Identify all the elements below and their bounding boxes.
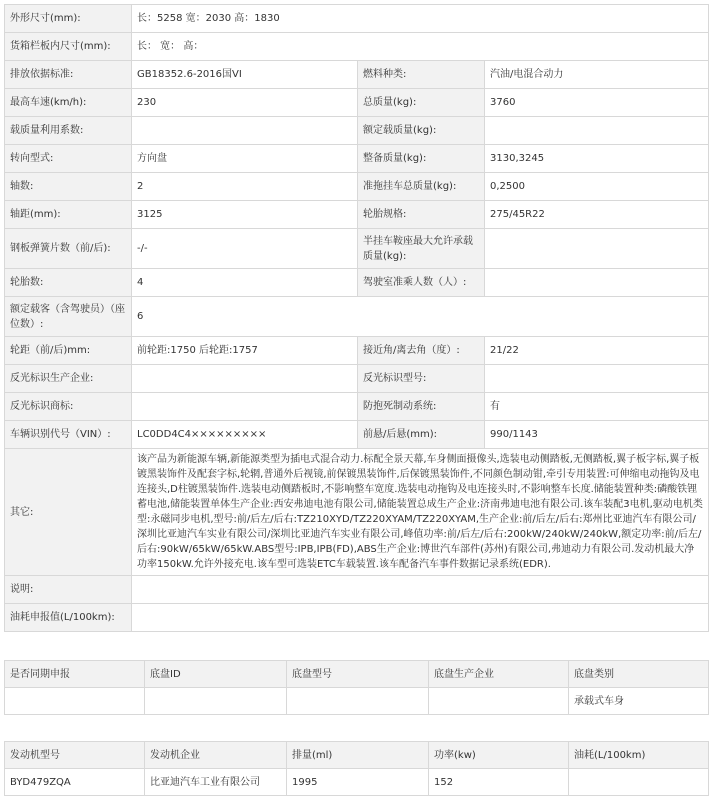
spec-value — [132, 365, 358, 393]
spec-row — [5, 393, 709, 421]
spec-value: 230 — [132, 89, 358, 117]
chassis-cell — [145, 688, 287, 715]
chassis-cell — [287, 688, 429, 715]
spec-value — [485, 269, 709, 297]
spec-label: 轮胎规格: — [358, 201, 485, 229]
engine-data-row — [5, 769, 709, 796]
spec-label: 反光标识型号: — [358, 365, 485, 393]
spec-label: 准拖挂车总质量(kg): — [358, 173, 485, 201]
spec-value — [132, 576, 709, 604]
spec-row — [5, 201, 709, 229]
spec-row — [5, 421, 709, 449]
spec-row — [5, 89, 709, 117]
spec-value: 275/45R22 — [485, 201, 709, 229]
spec-row — [5, 337, 709, 365]
spec-label: 车辆识别代号（VIN）: — [5, 421, 132, 449]
spec-row — [5, 117, 709, 145]
engine-cell: 比亚迪汽车工业有限公司 — [145, 769, 287, 796]
spec-value: 长： 宽： 高： — [132, 33, 709, 61]
spec-label: 转向型式: — [5, 145, 132, 173]
spec-row — [5, 173, 709, 201]
spec-value: 990/1143 — [485, 421, 709, 449]
spec-value: 方向盘 — [132, 145, 358, 173]
spec-row — [5, 33, 709, 61]
spec-value: 0,2500 — [485, 173, 709, 201]
chassis-header-row — [5, 661, 709, 688]
spec-row — [5, 269, 709, 297]
spec-label: 反光标识商标: — [5, 393, 132, 421]
spec-label: 外形尺寸(mm): — [5, 5, 132, 33]
engine-header-row — [5, 742, 709, 769]
spec-value: 汽油/电混合动力 — [485, 61, 709, 89]
spec-value: 有 — [485, 393, 709, 421]
spec-label: 最高车速(km/h): — [5, 89, 132, 117]
spec-value: 前轮距:1750 后轮距:1757 — [132, 337, 358, 365]
spec-value: 2 — [132, 173, 358, 201]
spec-label: 总质量(kg): — [358, 89, 485, 117]
vehicle-spec-table — [4, 4, 709, 632]
spec-label: 轴数: — [5, 173, 132, 201]
spec-label: 燃料种类: — [358, 61, 485, 89]
engine-header-cell: 发动机企业 — [145, 742, 287, 769]
engine-cell: 1995 — [287, 769, 429, 796]
chassis-cell: 承载式车身 — [569, 688, 709, 715]
spec-label: 轮距（前/后)mm: — [5, 337, 132, 365]
spec-value — [132, 393, 358, 421]
spec-row — [5, 145, 709, 173]
engine-header-cell: 排量(ml) — [287, 742, 429, 769]
spec-row — [5, 61, 709, 89]
chassis-data-row — [5, 688, 709, 715]
spec-value: 21/22 — [485, 337, 709, 365]
chassis-header-cell: 是否同期申报 — [5, 661, 145, 688]
spec-label: 其它: — [5, 449, 132, 576]
engine-cell: BYD479ZQA — [5, 769, 145, 796]
spec-row — [5, 449, 709, 576]
chassis-cell — [5, 688, 145, 715]
spec-value — [485, 229, 709, 269]
spec-label: 反光标识生产企业: — [5, 365, 132, 393]
spec-label: 说明: — [5, 576, 132, 604]
spec-value: 6 — [132, 297, 709, 337]
chassis-header-cell: 底盘生产企业 — [429, 661, 569, 688]
spec-label: 载质量利用系数: — [5, 117, 132, 145]
spec-value — [485, 117, 709, 145]
chassis-header-cell: 底盘ID — [145, 661, 287, 688]
spec-label: 防抱死制动系统: — [358, 393, 485, 421]
spec-label: 前悬/后悬(mm): — [358, 421, 485, 449]
spec-label: 额定载质量(kg): — [358, 117, 485, 145]
spec-label: 半挂车鞍座最大允许承载质量(kg): — [358, 229, 485, 269]
spec-value: GB18352.6-2016国VI — [132, 61, 358, 89]
spec-value — [132, 117, 358, 145]
spec-value: 3125 — [132, 201, 358, 229]
spec-label: 排放依据标准: — [5, 61, 132, 89]
engine-header-cell: 油耗(L/100km) — [569, 742, 709, 769]
spec-label: 钢板弹簧片数（前/后): — [5, 229, 132, 269]
spec-value — [132, 604, 709, 632]
spec-row — [5, 5, 709, 33]
chassis-header-cell: 底盘类别 — [569, 661, 709, 688]
spec-value: 4 — [132, 269, 358, 297]
spec-row — [5, 297, 709, 337]
spec-label: 接近角/离去角（度）: — [358, 337, 485, 365]
spec-value: 长：5258 宽：2030 高：1830 — [132, 5, 709, 33]
engine-cell — [569, 769, 709, 796]
spec-row — [5, 229, 709, 269]
spec-label: 轴距(mm): — [5, 201, 132, 229]
engine-cell: 152 — [429, 769, 569, 796]
spec-value: 3760 — [485, 89, 709, 117]
engine-header-cell: 功率(kw) — [429, 742, 569, 769]
chassis-header-cell: 底盘型号 — [287, 661, 429, 688]
spec-value: -/- — [132, 229, 358, 269]
spec-row — [5, 604, 709, 632]
spec-value: LC0DD4C4××××××××× — [132, 421, 358, 449]
chassis-table — [4, 660, 709, 715]
spec-value — [485, 365, 709, 393]
spec-label: 轮胎数: — [5, 269, 132, 297]
spec-label: 货箱栏板内尺寸(mm): — [5, 33, 132, 61]
chassis-cell — [429, 688, 569, 715]
spec-label: 驾驶室准乘人数（人）: — [358, 269, 485, 297]
spec-row — [5, 576, 709, 604]
spec-row — [5, 365, 709, 393]
spec-label: 油耗申报值(L/100km): — [5, 604, 132, 632]
engine-header-cell: 发动机型号 — [5, 742, 145, 769]
spec-label: 额定载客（含驾驶员）（座位数）: — [5, 297, 132, 337]
spec-value: 该产品为新能源车辆,新能源类型为插电式混合动力.标配全景天幕,车身侧面摄像头,选装电动侧踏板,无侧踏板,翼子板字标,翼子板镀黑装饰件及配套字标,轮辋,普通外后视镜,前保镀黑装饰件,后保镀黑装饰件,不同颜色制动钳,牵引专用装置:可伸缩电动拖钩及电连接头,D柱镀黑装饰件.选装电动侧踏板时,不影响整车宽度.选装电动拖钩及电连接头时,不影响整车长度.储能装置种类:磷酸铁锂蓄电池,储能装置单体生产企业:西安弗迪电池有限公司,储能装置总成生产企业:济南弗迪电池有限公司.该车装配3电机,驱动电机类型:永磁同步电机,型号:前/后左/后右:TZ210XYD/TZ220XYAM/TZ220XYAM,生产企业:前/后左/后右:郑州比亚迪汽车有限公司/深圳比亚迪汽车实业有限公司/深圳比亚迪汽车实业有限公司,峰值功率:前/后左/后右:200kW/240kW/240kW,额定功率:前/后左/后右:90kW/65kW/65kW.ABS型号:IPB,IPB(FD),ABS生产企业:博世汽车部件(苏州)有限公司,弗迪动力有限公司.发动机最大净功率150kW.允许外接充电.该车型可选装ETC车载装置.该车配备汽车事件数据记录系统(EDR). — [132, 449, 709, 576]
spec-label: 整备质量(kg): — [358, 145, 485, 173]
engine-table — [4, 741, 709, 796]
spec-value: 3130,3245 — [485, 145, 709, 173]
